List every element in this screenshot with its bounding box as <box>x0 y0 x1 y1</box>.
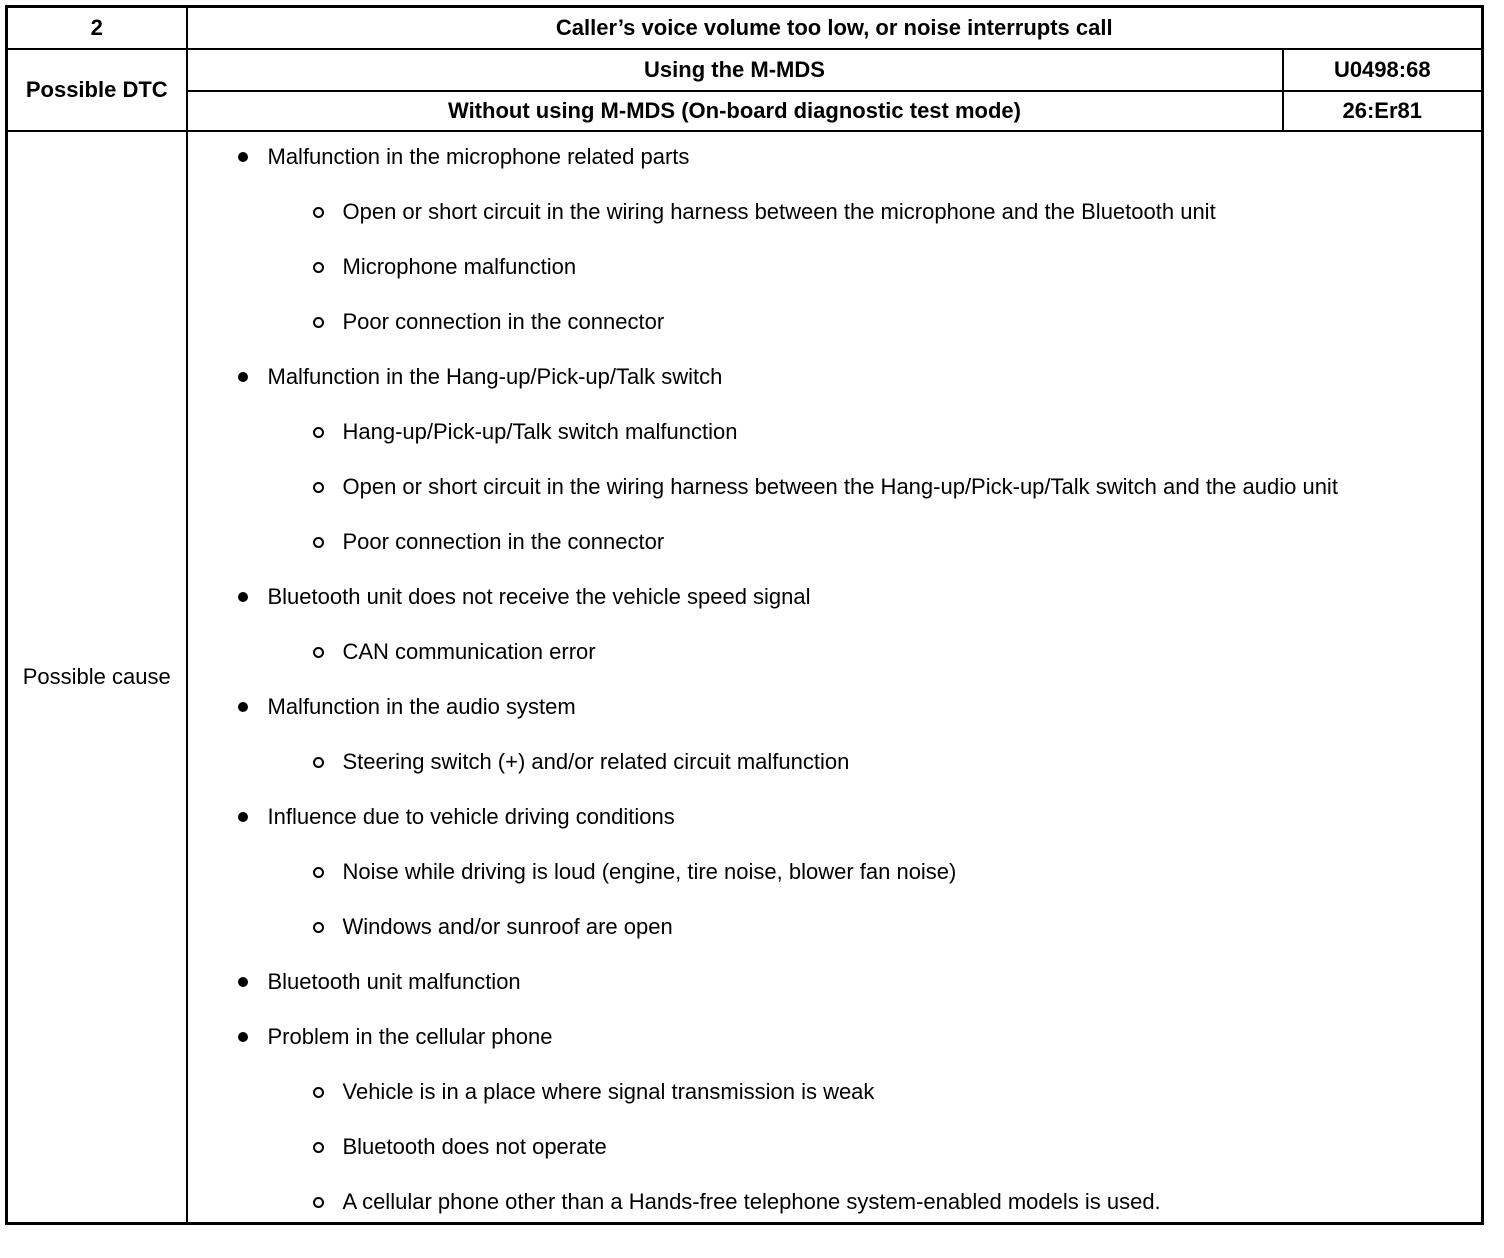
hollow-bullet-icon <box>313 537 324 548</box>
cause-item <box>188 362 1482 392</box>
cause-item <box>188 802 1482 832</box>
item-text: Bluetooth does not operate <box>342 1134 607 1159</box>
hollow-bullet-icon <box>313 867 324 878</box>
filled-bullet-icon <box>238 592 248 602</box>
filled-bullet-icon <box>238 1032 248 1042</box>
item-text: Open or short circuit in the wiring harness between the microphone and the Bluetooth unit <box>342 199 1216 224</box>
dtc-code: U0498:68 <box>1283 49 1483 91</box>
cause-subitem <box>188 472 1482 502</box>
cause-item <box>188 967 1482 997</box>
filled-bullet-icon <box>238 152 248 162</box>
cause-subitem <box>188 252 1482 282</box>
symptom-title: Caller’s voice volume too low, or noise interrupts call <box>187 7 1483 50</box>
item-text: Malfunction in the microphone related parts <box>267 144 690 169</box>
cause-subitem <box>188 307 1482 337</box>
item-text: Influence due to vehicle driving conditions <box>267 804 675 829</box>
cause-item <box>188 1022 1482 1052</box>
item-text: Microphone malfunction <box>342 254 577 279</box>
item-text: A cellular phone other than a Hands-free telephone system-enabled models is used. <box>342 1189 1161 1214</box>
hollow-bullet-icon <box>313 262 324 273</box>
cause-subitem <box>188 857 1482 887</box>
hollow-bullet-icon <box>313 922 324 933</box>
item-text: Bluetooth unit does not receive the vehicle speed signal <box>267 584 811 609</box>
cause-subitem <box>188 1132 1482 1162</box>
hollow-bullet-icon <box>313 1197 324 1208</box>
cause-subitem <box>188 1187 1482 1217</box>
possible-cause-cell <box>187 131 1483 1224</box>
dtc-code: 26:Er81 <box>1283 91 1483 131</box>
hollow-bullet-icon <box>313 1087 324 1098</box>
filled-bullet-icon <box>238 702 248 712</box>
hollow-bullet-icon <box>313 647 324 658</box>
step-number: 2 <box>7 7 187 50</box>
cause-list <box>188 132 1482 1217</box>
cause-item <box>188 142 1482 172</box>
possible-dtc-label: Possible DTC <box>7 49 187 131</box>
hollow-bullet-icon <box>313 207 324 218</box>
item-text: Noise while driving is loud (engine, tire noise, blower fan noise) <box>342 859 957 884</box>
item-text: Windows and/or sunroof are open <box>342 914 673 939</box>
item-text: Vehicle is in a place where signal transmission is weak <box>342 1079 875 1104</box>
item-text: CAN communication error <box>342 639 596 664</box>
dtc-method: Without using M-MDS (On-board diagnostic test mode) <box>187 91 1283 131</box>
item-text: Hang-up/Pick-up/Talk switch malfunction <box>342 419 738 444</box>
item-text: Poor connection in the connector <box>342 529 665 554</box>
hollow-bullet-icon <box>313 482 324 493</box>
item-text: Open or short circuit in the wiring harness between the Hang-up/Pick-up/Talk switch and the audio unit <box>342 474 1338 499</box>
possible-cause-label: Possible cause <box>7 131 187 1224</box>
cause-subitem <box>188 637 1482 667</box>
item-text: Bluetooth unit malfunction <box>267 969 521 994</box>
troubleshooting-table <box>5 5 1484 1225</box>
cause-subitem <box>188 417 1482 447</box>
cause-subitem <box>188 1077 1482 1107</box>
filled-bullet-icon <box>238 977 248 987</box>
cause-item <box>188 582 1482 612</box>
hollow-bullet-icon <box>313 1142 324 1153</box>
item-text: Steering switch (+) and/or related circuit malfunction <box>342 749 850 774</box>
dtc-method: Using the M-MDS <box>187 49 1283 91</box>
cause-subitem <box>188 197 1482 227</box>
cause-subitem <box>188 747 1482 777</box>
item-text: Malfunction in the audio system <box>267 694 576 719</box>
item-text: Problem in the cellular phone <box>267 1024 553 1049</box>
cause-item <box>188 692 1482 722</box>
filled-bullet-icon <box>238 812 248 822</box>
item-text: Poor connection in the connector <box>342 309 665 334</box>
hollow-bullet-icon <box>313 427 324 438</box>
hollow-bullet-icon <box>313 317 324 328</box>
hollow-bullet-icon <box>313 757 324 768</box>
cause-subitem <box>188 527 1482 557</box>
cause-subitem <box>188 912 1482 942</box>
item-text: Malfunction in the Hang-up/Pick-up/Talk switch <box>267 364 723 389</box>
filled-bullet-icon <box>238 372 248 382</box>
